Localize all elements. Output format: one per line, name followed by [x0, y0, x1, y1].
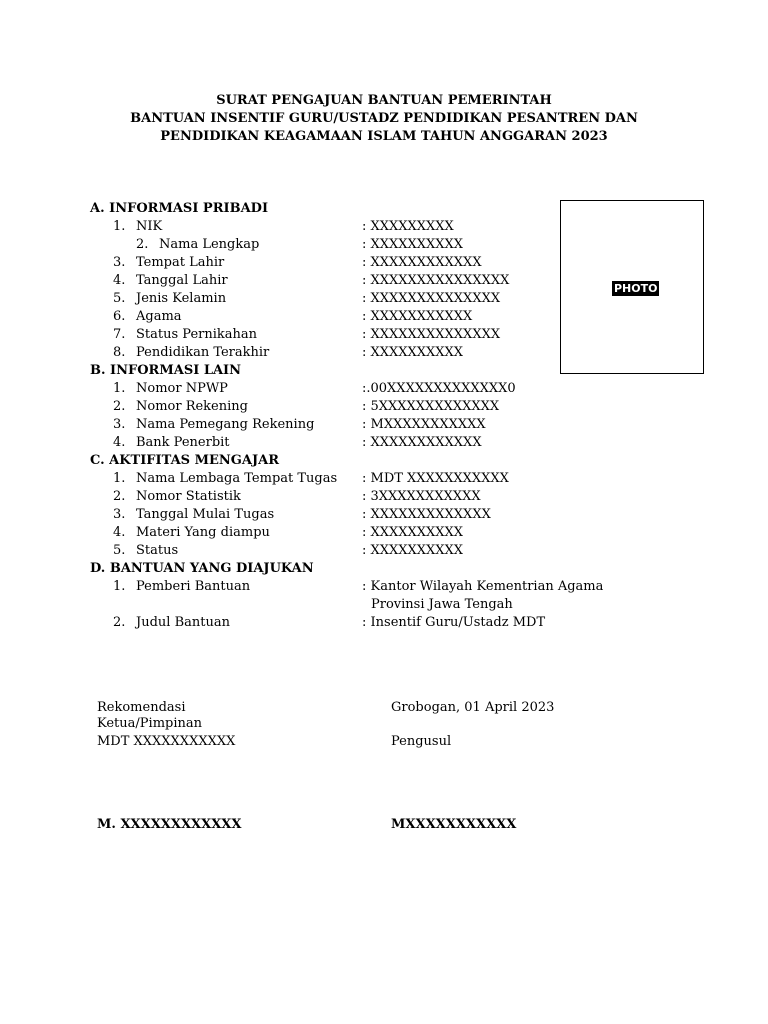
form-row-jenis-kelamin: [0, 290, 768, 308]
photo-label: PHOTO: [614, 282, 658, 295]
row-value: : XXXXXXXXXXXXXX: [362, 327, 501, 342]
row-value: : XXXXXXXXXXX: [362, 309, 473, 324]
form-row-nama-lengkap: [0, 236, 768, 254]
row-number: 8.: [113, 345, 126, 360]
row-label: Pendidikan Terakhir: [136, 345, 270, 360]
form-row-tanggal-mulai-tugas: [0, 506, 768, 524]
row-value: : MXXXXXXXXXXX: [362, 417, 486, 432]
form-row-nama-pemegang-rekening: [0, 416, 768, 434]
row-value-continued: Provinsi Jawa Tengah: [371, 597, 513, 612]
row-value: : 5XXXXXXXXXXXXX: [362, 399, 500, 414]
row-label: Status Pernikahan: [136, 327, 258, 342]
row-number: 7.: [113, 327, 126, 342]
row-number: 3.: [113, 255, 126, 270]
form-row-nama-lembaga: [0, 470, 768, 488]
row-number: 6.: [113, 309, 126, 324]
row-number: 2.: [113, 489, 126, 504]
row-label: Tanggal Mulai Tugas: [136, 507, 275, 522]
section-b-title: B. INFORMASI LAIN: [90, 363, 242, 378]
row-value: : XXXXXXXXXX: [362, 525, 464, 540]
row-value: : XXXXXXXXXXXXXX: [362, 291, 501, 306]
row-number: 4.: [113, 435, 126, 450]
row-number: 5.: [113, 291, 126, 306]
form-row-pemberi-bantuan-cont: [0, 596, 768, 614]
row-label: Nama Pemegang Rekening: [136, 417, 315, 432]
row-value: : XXXXXXXXXX: [362, 237, 464, 252]
applicant-name: MXXXXXXXXXXX: [391, 817, 517, 832]
form-row-tempat-lahir: [0, 254, 768, 272]
row-value: : XXXXXXXXXX: [362, 345, 464, 360]
row-value: : XXXXXXXXXX: [362, 543, 464, 558]
row-label: Tempat Lahir: [136, 255, 225, 270]
document-title: SURAT PENGAJUAN BANTUAN PEMERINTAH: [216, 93, 552, 108]
row-value: : XXXXXXXXXXXX: [362, 255, 482, 270]
row-label: Agama: [136, 309, 182, 324]
document-subtitle-line-1: BANTUAN INSENTIF GURU/USTADZ PENDIDIKAN PESANTREN DAN: [130, 111, 638, 126]
row-number: 2.: [136, 237, 149, 252]
row-value: :.00XXXXXXXXXXXXX0: [362, 381, 516, 396]
form-row-nomor-statistik: [0, 488, 768, 506]
row-value: : XXXXXXXXXXXXX: [362, 507, 491, 522]
row-value: : 3XXXXXXXXXXX: [362, 489, 481, 504]
form-row-pemberi-bantuan: [0, 578, 768, 596]
row-label: Status: [136, 543, 179, 558]
chairman-label: Ketua/Pimpinan: [97, 716, 202, 731]
row-number: 1.: [113, 219, 126, 234]
row-label: Nomor NPWP: [136, 381, 228, 396]
row-label: Nama Lengkap: [159, 237, 260, 252]
section-a-title: A. INFORMASI PRIBADI: [90, 201, 269, 216]
form-row-nomor-rekening: [0, 398, 768, 416]
form-row-status-pernikahan: [0, 326, 768, 344]
row-number: 1.: [113, 579, 126, 594]
row-number: 4.: [113, 525, 126, 540]
row-label: NIK: [136, 219, 163, 234]
form-row-materi: [0, 524, 768, 542]
place-date: Grobogan, 01 April 2023: [391, 700, 555, 715]
row-value: : Insentif Guru/Ustadz MDT: [362, 615, 546, 630]
row-label: Nomor Rekening: [136, 399, 248, 414]
form-row-pendidikan-terakhir: [0, 344, 768, 362]
document-subtitle-line-2: PENDIDIKAN KEAGAMAAN ISLAM TAHUN ANGGARAN 2023: [160, 129, 608, 144]
form-row-agama: [0, 308, 768, 326]
form-row-bank-penerbit: [0, 434, 768, 452]
row-label: Bank Penerbit: [136, 435, 230, 450]
row-value: : Kantor Wilayah Kementrian Agama: [362, 579, 604, 594]
row-label: Pemberi Bantuan: [136, 579, 251, 594]
chairman-name: M. XXXXXXXXXXXX: [97, 817, 242, 832]
row-number: 3.: [113, 417, 126, 432]
section-c-title: C. AKTIFITAS MENGAJAR: [90, 453, 279, 468]
form-row-nik: [0, 218, 768, 236]
row-label: Materi Yang diampu: [136, 525, 270, 540]
row-number: 2.: [113, 399, 126, 414]
applicant-label: Pengusul: [391, 734, 452, 749]
row-value: : MDT XXXXXXXXXXX: [362, 471, 509, 486]
row-number: 1.: [113, 471, 126, 486]
form-row-status: [0, 542, 768, 560]
row-label: Jenis Kelamin: [136, 291, 227, 306]
row-number: 2.: [113, 615, 126, 630]
row-label: Tanggal Lahir: [136, 273, 228, 288]
row-number: 4.: [113, 273, 126, 288]
row-label: Nama Lembaga Tempat Tugas: [136, 471, 338, 486]
institution-label: MDT XXXXXXXXXXX: [97, 734, 236, 749]
row-value: : XXXXXXXXX: [362, 219, 454, 234]
form-row-nomor-npwp: [0, 380, 768, 398]
row-number: 5.: [113, 543, 126, 558]
row-label: Nomor Statistik: [136, 489, 241, 504]
row-value: : XXXXXXXXXXXX: [362, 435, 482, 450]
row-number: 1.: [113, 381, 126, 396]
section-d-title: D. BANTUAN YANG DIAJUKAN: [90, 561, 314, 576]
form-row-judul-bantuan: [0, 614, 768, 632]
recommendation-label: Rekomendasi: [97, 700, 186, 715]
form-row-tanggal-lahir: [0, 272, 768, 290]
row-value: : XXXXXXXXXXXXXXX: [362, 273, 510, 288]
row-number: 3.: [113, 507, 126, 522]
row-label: Judul Bantuan: [136, 615, 230, 630]
